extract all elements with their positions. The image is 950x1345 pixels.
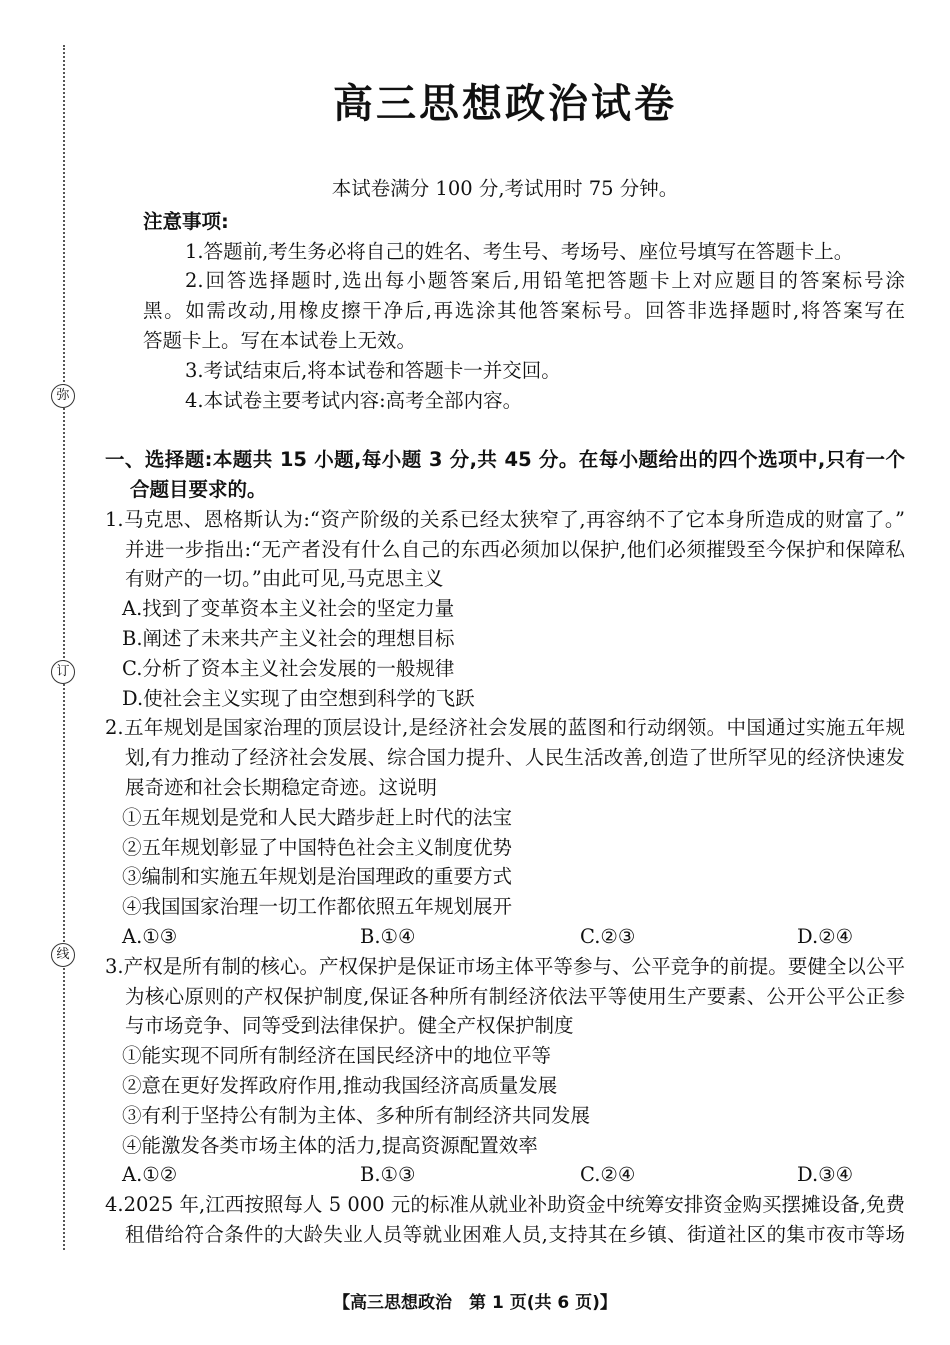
question-option: ④我国国家治理一切工作都依照五年规划展开 (122, 895, 513, 919)
question-option: ①能实现不同所有制经济在国民经济中的地位平等 (122, 1044, 552, 1068)
question-stem: 租借给符合条件的大龄失业人员等就业困难人员,支持其在乡镇、街道社区的集市夜市等场 (125, 1223, 905, 1246)
notice-item: 1.答题前,考生务必将自己的姓名、考生号、考场号、座位号填写在答题卡上。 (185, 239, 854, 263)
question-stem: 为核心原则的产权保护制度,保证各种所有制经济依法平等使用生产要素、公开公平公正参 (125, 984, 905, 1008)
margin-mark-ding: 订 (51, 660, 75, 684)
answer-choice: A.①③ (122, 925, 178, 948)
question-stem: 1.马克思、恩格斯认为:“资产阶级的关系已经太狭窄了,再容纳不了它本身所造成的财富了。” (105, 507, 905, 531)
question-stem: 并进一步指出:“无产者没有什么自己的东西必须加以保护,他们必须摧毁至今保护和保障私 (125, 537, 905, 561)
notice-heading: 注意事项: (143, 209, 229, 233)
answer-choice: C.②③ (580, 925, 636, 948)
answer-choice: A.①② (122, 1163, 178, 1187)
margin-mark-xian: 线 (51, 943, 75, 967)
binding-line (63, 45, 65, 1250)
notice-item: 4.本试卷主要考试内容:高考全部内容。 (185, 388, 523, 412)
page-title: 高三思想政治试卷 (333, 81, 677, 127)
question-stem: 2.五年规划是国家治理的顶层设计,是经济社会发展的蓝图和行动纲领。中国通过实施五年规 (105, 716, 905, 740)
answer-options (0, 922, 950, 952)
section-heading: 一、选择题:本题共 15 小题,每小题 3 分,共 45 分。在每小题给出的四个选项中,只有一个 (105, 448, 905, 472)
question-option: ③编制和实施五年规划是治国理政的重要方式 (122, 865, 513, 889)
notice-item: 答题卡上。写在本试卷上无效。 (143, 329, 417, 352)
question-option: ③有利于坚持公有制为主体、多种所有制经济共同发展 (122, 1103, 591, 1127)
question-option: A.找到了变革资本主义社会的坚定力量 (122, 597, 455, 621)
question-stem: 有财产的一切。”由此可见,马克思主义 (125, 567, 444, 591)
margin-mark-mi: 弥 (51, 384, 75, 408)
question-option: ①五年规划是党和人民大踏步赶上时代的法宝 (122, 805, 513, 829)
question-stem: 展奇迹和社会长期稳定奇迹。这说明 (125, 776, 438, 799)
notice-item: 黑。如需改动,用橡皮擦干净后,再选涂其他答案标号。回答非选择题时,将答案写在 (143, 299, 905, 323)
exam-info: 本试卷满分 100 分,考试用时 75 分钟。 (331, 177, 679, 200)
answer-options (0, 1160, 950, 1190)
question-stem: 3.产权是所有制的核心。产权保护是保证市场主体平等参与、公平竞争的前提。要健全以公平 (105, 954, 905, 978)
question-option: ②意在更好发挥政府作用,推动我国经济高质量发展 (122, 1074, 558, 1097)
answer-choice: C.②④ (580, 1163, 636, 1187)
question-option: B.阐述了未来共产主义社会的理想目标 (122, 627, 455, 650)
section-heading: 合题目要求的。 (130, 478, 267, 501)
answer-choice: D.③④ (797, 1163, 854, 1187)
notice-item: 2.回答选择题时,选出每小题答案后,用铅笔把答题卡上对应题目的答案标号涂 (185, 269, 905, 293)
question-option: C.分析了资本主义社会发展的一般规律 (122, 656, 455, 680)
notice-item: 3.考试结束后,将本试卷和答题卡一并交回。 (185, 358, 561, 382)
question-stem: 4.2025 年,江西按照每人 5 000 元的标准从就业补助资金中统筹安排资金购买摆摊设备,免费 (105, 1193, 905, 1217)
answer-choice: B.①③ (360, 1163, 416, 1187)
answer-choice: D.②④ (797, 925, 854, 948)
page-footer: 【高三思想政治 第 1 页(共 6 页)】 (333, 1293, 617, 1313)
question-option: ②五年规划彰显了中国特色社会主义制度优势 (122, 835, 513, 859)
question-option: D.使社会主义实现了由空想到科学的飞跃 (122, 686, 475, 710)
question-stem: 划,有力推动了经济社会发展、综合国力提升、人民生活改善,创造了世所罕见的经济快速发 (125, 746, 905, 770)
question-option: ④能激发各类市场主体的活力,提高资源配置效率 (122, 1133, 538, 1157)
question-stem: 与市场竞争、同等受到法律保护。健全产权保护制度 (125, 1014, 574, 1038)
answer-choice: B.①④ (360, 925, 416, 948)
